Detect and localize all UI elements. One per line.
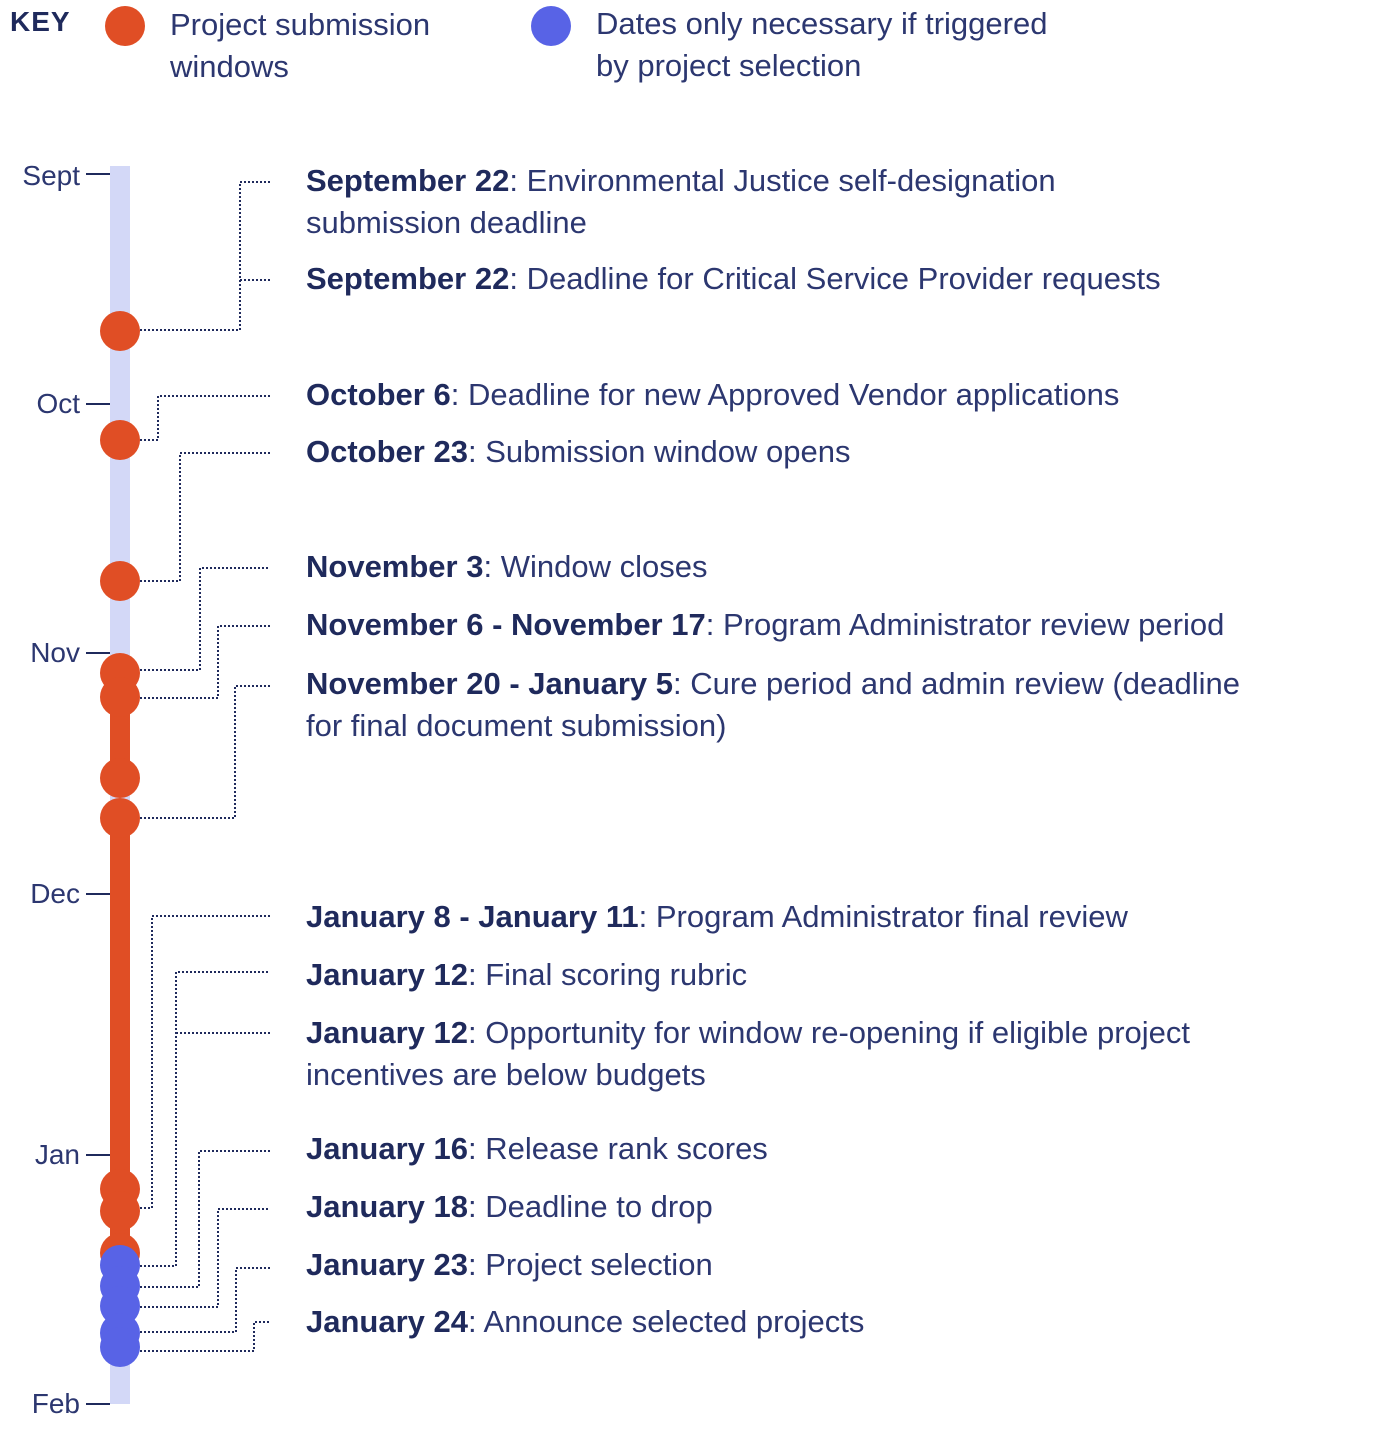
- event-item: [306, 546, 1366, 588]
- event-separator: :: [705, 607, 723, 642]
- event-date: January 24: [306, 1304, 468, 1339]
- event-text: Release rank scores: [485, 1131, 768, 1166]
- connector-jan16: [140, 1151, 270, 1287]
- connector-oct6: [140, 396, 270, 440]
- event-text: Cure period and admin review (deadline: [690, 666, 1240, 701]
- event-text: Announce selected projects: [483, 1304, 865, 1339]
- event-separator: :: [638, 899, 656, 934]
- event-date: January 18: [306, 1189, 468, 1224]
- event-separator: :: [509, 163, 527, 198]
- month-label-oct: Oct: [36, 388, 80, 419]
- event-item: [306, 160, 1366, 244]
- event-separator: :: [450, 377, 468, 412]
- event-separator: :: [468, 957, 486, 992]
- connector-jan12-rubric: [140, 972, 270, 1266]
- event-dot-orange: [100, 311, 140, 351]
- month-label-sept: Sept: [22, 160, 80, 191]
- key-label-line: Project submission: [170, 7, 431, 42]
- key-label-line: windows: [170, 49, 289, 84]
- event-date: November 3: [306, 549, 484, 584]
- connector-oct23: [140, 453, 270, 581]
- event-text: Environmental Justice self-designation: [526, 163, 1056, 198]
- event-dot-orange: [100, 1191, 140, 1231]
- event-text: Program Administrator final review: [655, 899, 1128, 934]
- event-dot-orange: [100, 758, 140, 798]
- event-item: [306, 954, 1366, 996]
- event-date: January 12: [306, 1015, 468, 1050]
- event-text: Window closes: [500, 549, 708, 584]
- event-date: January 16: [306, 1131, 468, 1166]
- month-label-jan: Jan: [34, 1139, 80, 1170]
- event-text: Opportunity for window re-opening if eligible project: [485, 1015, 1190, 1050]
- event-text: incentives are below budgets: [306, 1057, 706, 1092]
- connector-jan23: [140, 1268, 270, 1332]
- connector-nov3: [140, 568, 270, 670]
- key-title: KEY: [10, 6, 71, 37]
- event-date: January 12: [306, 957, 468, 992]
- event-item: [306, 896, 1366, 938]
- event-item: [306, 1244, 1366, 1286]
- event-separator: :: [673, 666, 691, 701]
- event-date: October 23: [306, 434, 468, 469]
- connector-sep22-ej: [140, 182, 270, 330]
- event-item: [306, 604, 1366, 646]
- event-date: November 20 - January 5: [306, 666, 674, 701]
- event-separator: :: [468, 1189, 486, 1224]
- month-label-nov: Nov: [30, 637, 80, 668]
- event-item: [306, 258, 1366, 300]
- event-separator: :: [483, 549, 501, 584]
- event-dot-orange: [100, 420, 140, 460]
- key-label-line: Dates only necessary if triggered: [596, 6, 1048, 41]
- event-date: January 8 - January 11: [306, 899, 639, 934]
- event-text: Deadline for new Approved Vendor applications: [467, 377, 1120, 412]
- event-item: [306, 1186, 1366, 1228]
- event-text: Program Administrator review period: [722, 607, 1225, 642]
- event-item: [306, 374, 1366, 416]
- connector-jan8: [140, 916, 270, 1208]
- connector-nov20: [140, 686, 270, 818]
- event-separator: :: [468, 1131, 486, 1166]
- event-separator: :: [468, 1304, 484, 1339]
- event-dot-orange: [100, 561, 140, 601]
- event-text: Deadline for Critical Service Provider requests: [526, 261, 1161, 296]
- key-label-line: by project selection: [596, 48, 862, 83]
- event-dot-blue: [100, 1327, 140, 1367]
- event-item: [306, 431, 1366, 473]
- event-text: submission deadline: [306, 205, 587, 240]
- month-label-feb: Feb: [31, 1388, 80, 1419]
- event-separator: :: [509, 261, 527, 296]
- event-date: September 22: [306, 261, 510, 296]
- event-date: October 6: [306, 377, 451, 412]
- event-item: [306, 1012, 1366, 1096]
- event-item: [306, 1128, 1366, 1170]
- connector-nov6: [140, 626, 270, 698]
- event-dot-orange: [100, 677, 140, 717]
- event-item: [306, 1301, 1366, 1343]
- event-date: January 23: [306, 1247, 468, 1282]
- event-separator: :: [468, 1015, 486, 1050]
- event-separator: :: [468, 1247, 486, 1282]
- event-dot-orange: [100, 798, 140, 838]
- event-separator: :: [467, 434, 486, 469]
- event-text: for final document submission): [306, 708, 727, 743]
- event-item: [306, 663, 1366, 747]
- month-label-dec: Dec: [30, 878, 80, 909]
- event-text: Submission window opens: [485, 434, 851, 469]
- event-text: Project selection: [485, 1247, 713, 1282]
- event-date: September 22: [306, 163, 510, 198]
- connector-jan24: [140, 1322, 270, 1351]
- event-text: Final scoring rubric: [485, 957, 748, 992]
- event-date: November 6 - November 17: [306, 607, 706, 642]
- connector-jan18: [140, 1209, 270, 1307]
- event-text: Deadline to drop: [485, 1189, 713, 1224]
